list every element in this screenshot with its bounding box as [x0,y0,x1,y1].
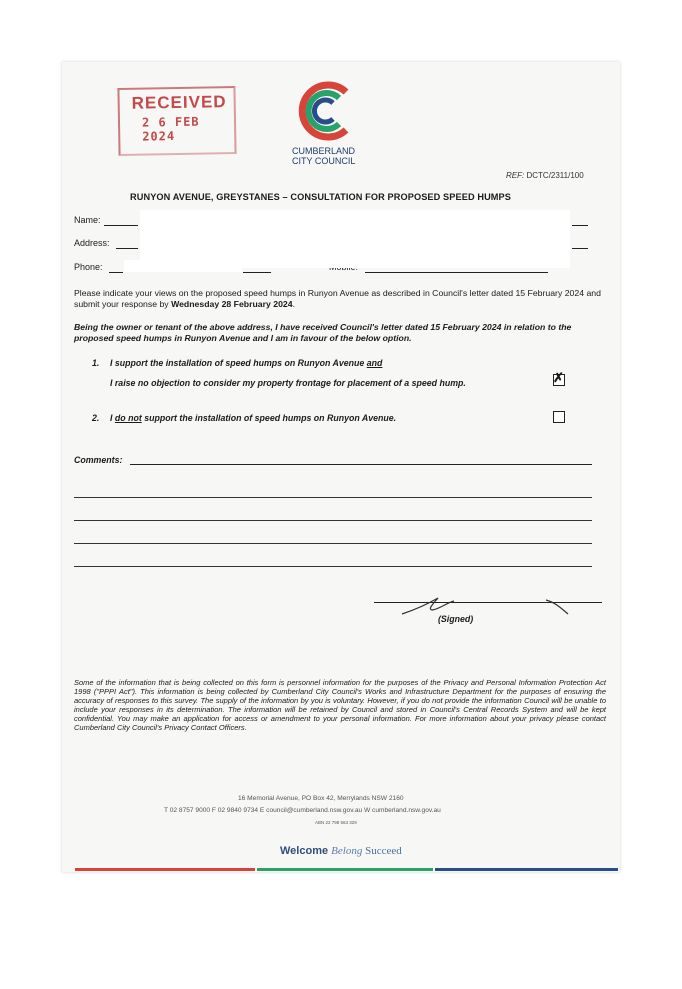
comments-line-4[interactable] [74,543,592,544]
address-field[interactable] [116,248,138,249]
option-2-checkbox[interactable] [553,411,565,423]
option-1-number: 1. [92,358,100,368]
comments-label: Comments: [74,455,123,465]
footer-bar-blue [435,868,618,871]
handwritten-signature [396,590,606,620]
footer-contact: T 02 8757 9000 F 02 9840 9734 E council@cumberland.nsw.gov.au W cumberland.nsw.gov.au [164,807,441,814]
received-stamp [117,86,236,156]
cumberland-c-logo-icon [294,78,354,144]
checkmark-x-icon: ✗ [553,370,564,385]
stamp-title: RECEIVED [131,92,227,113]
intro-paragraph: Please indicate your views on the proposed speed humps in Runyon Avenue as described in Council's letter dated 15 February 2024 and submit your response by Wednesday 28 February 2024. [74,288,601,309]
privacy-notice: Some of the information that is being collected on this form is personnel information for the purposes of the Privacy and Personal Information Protection Act 1998 ("PPPI Act"). This information is being collected by Cumberland City Council's Works and Infrastructure Department for the purposes of ensuring the accuracy of responses to this survey. The supply of the information by you is voluntary. However, if you do not provide the information Council will be unable to include your responses in its determination. The information will be retained by Council and stored in Council's Central Records System and will be kept confidential. You may make an application for access or amendment to your personal information. For more information about your privacy please contact Cumberland City Council's Privacy Contact Officers. [74,678,606,732]
declaration-paragraph: Being the owner or tenant of the above address, I have received Council's letter dated 15 February 2024 in relation to the proposed speed humps in Runyon Avenue and I am in favour of the below option. [74,322,572,343]
form-page [62,62,620,872]
address-field-end [572,248,588,249]
option-2-text: I do not support the installation of speed humps on Runyon Avenue. [110,413,397,423]
option-1-checkbox[interactable] [553,370,565,386]
footer-bar-green [257,868,433,871]
footer-slogan: Welcome Belong Succeed [280,845,402,857]
address-label: Address: [74,238,110,248]
mobile-field[interactable] [365,272,548,273]
option-2-number: 2. [92,413,100,423]
phone-field-end [243,272,271,273]
comments-line-1[interactable] [130,464,592,465]
redacted-phone [124,260,242,272]
comments-line-3[interactable] [74,520,592,521]
phone-label: Phone: [74,262,103,272]
option-1-text: I support the installation of speed humps on Runyon Avenue and [110,358,383,368]
footer-bar-red [75,868,255,871]
comments-line-2[interactable] [74,497,592,498]
name-field[interactable] [104,225,138,226]
signed-label: (Signed) [438,614,474,624]
name-label: Name: [74,215,101,225]
option-1-text-line2: I raise no objection to consider my property frontage for placement of a speed hump. [110,378,466,388]
footer-address: 16 Memorial Avenue, PO Box 42, Merrylands NSW 2160 [238,795,404,802]
council-name: CUMBERLAND CITY COUNCIL [292,146,356,166]
phone-field[interactable] [109,272,123,273]
stamp-date: 2 6 FEB 2024 [141,114,200,144]
reference-number: REF: DCTC/2311/100 [506,171,584,180]
footer-abn: ABN 22 798 563 329 [315,820,357,825]
form-title: RUNYON AVENUE, GREYSTANES – CONSULTATION FOR PROPOSED SPEED HUMPS [130,192,512,202]
name-field-end [572,225,588,226]
comments-line-5[interactable] [74,566,592,567]
